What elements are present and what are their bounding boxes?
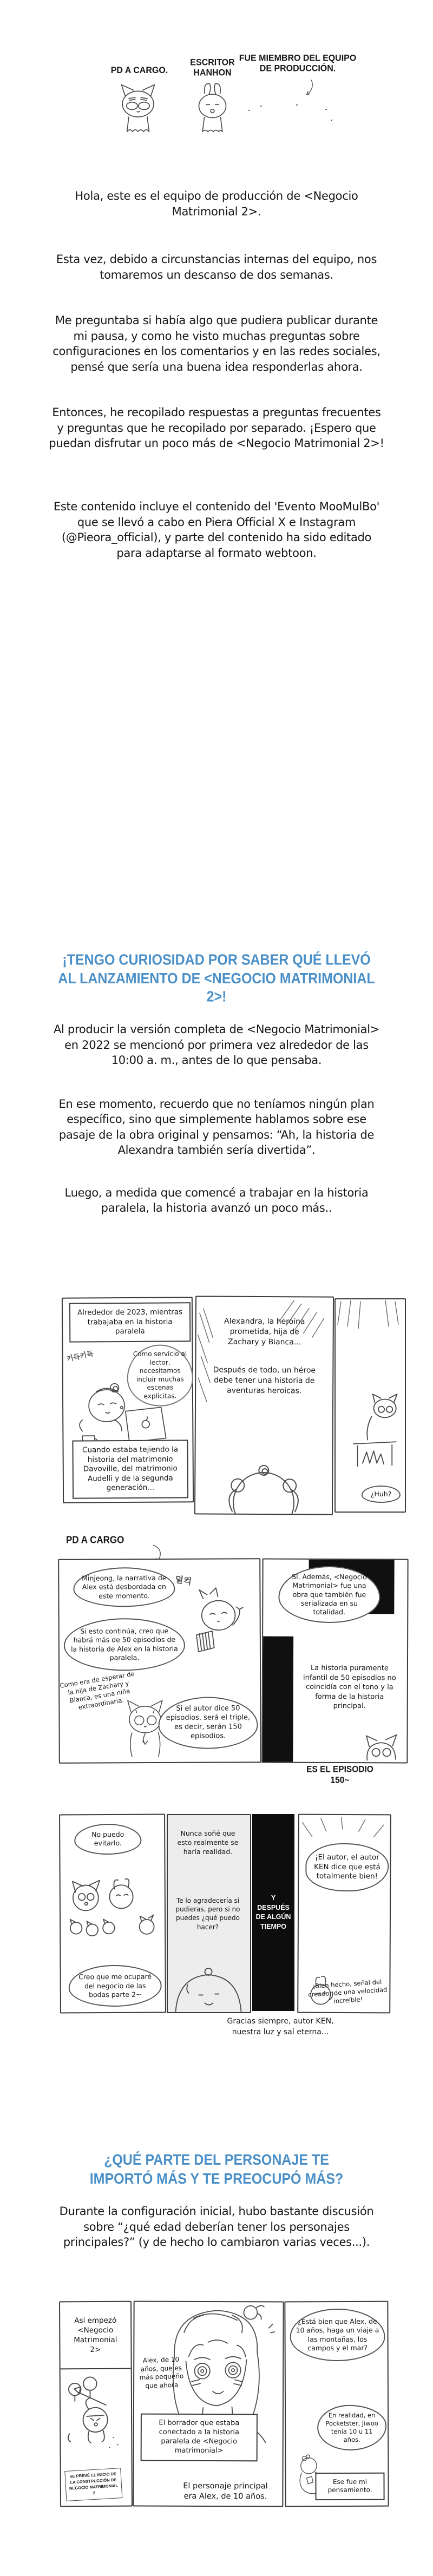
comic2-panel-right xyxy=(261,1559,408,1764)
comic4-caption: Así empezó <Negocio Matrimonial 2> xyxy=(74,2316,117,2355)
intro-paragraph-3: Me preguntaba si había algo que pudiera publicar durante mi pausa, y como he visto muchas preguntas sobre configuraciones en los comentarios y en las redes sociales, pensé que sería una buena idea responderlas ahora. xyxy=(53,314,380,373)
intro-paragraph-1: Hola, este es el equipo de producción de <Negocio Matrimonial 2>. xyxy=(75,189,358,218)
comic3-bubble-1: No puedo evitarlo. xyxy=(74,1824,141,1855)
rabbit-icon xyxy=(187,81,238,135)
comic1-panel-2 xyxy=(194,1296,334,1515)
pixelated-person-icon xyxy=(245,104,336,143)
comic2-bubble-2: Si esto continúa, creo que habrá más de 50 episodios de la historia de Alex en la historia paralela. xyxy=(64,1618,185,1671)
huh-bubble: ¿Huh? xyxy=(362,1486,401,1503)
intro-paragraph-2: Esta vez, debido a circunstancias internas del equipo, nos tomaremos un descanso de dos semanas. xyxy=(56,253,377,281)
main-character-text: El personaje principal era Alex, de 10 años. xyxy=(183,2481,268,2501)
comic1-narration-2: Después de todo, un héroe debe tener una historia de aventuras heroicas. xyxy=(213,1365,316,1396)
comic4-bubble-1: ¿Está bien que Alex, de 10 años, haga un viaje a las montañas, los campos y el mar? xyxy=(290,2309,385,2362)
comic2-bubble-4: Sí. Además, <Negocio Matrimonial> fue una obra que también fue serializada en su totalidad. xyxy=(278,1566,380,1624)
comic1-speech-bubble: Como servicio al lector, necesitamos incluir muchas escenas explícitas. xyxy=(127,1344,193,1406)
question-2-heading-text: ¿QUÉ PARTE DEL PERSONAJE TE IMPORTÓ MÁS Y TE PREOCUPÓ MÁS? xyxy=(89,2151,344,2187)
comic1-caption-top: Alrededor de 2023, mientras trabajaba en la historia paralela xyxy=(69,1302,191,1342)
intro-paragraph-5: Este contenido incluye el contenido del 'Evento MooMulBo' que se llevó a cabo en Piera Official X e Instagram (@Pieora_official), y parte del contenido ha sido editado para adaptarse al formato webtoon. xyxy=(53,500,380,560)
comic2-bubble-1: Minjeong, la narrativa de Alex está desbordada en este momento. xyxy=(73,1567,175,1607)
member-label-former: FUE MIEMBRO DEL EQUIPO DE PRODUCCIÓN. xyxy=(239,54,357,74)
comic3-bubble-2: Creo que me ocuparé del negocio de las bodas parte 2~ xyxy=(68,1965,161,2007)
comic3-bubble-4: ¡El autor, el autor KEN dice que está totalmente bien! xyxy=(305,1843,389,1891)
member-label-writer: ESCRITOR HANHON xyxy=(190,58,235,78)
arrow-down-icon xyxy=(301,78,315,98)
comic4-thought-bubble: En realidad, en Pocketster, Jiwoo tenía 10 u 11 años. xyxy=(317,2405,386,2450)
q1-paragraph-2: En ese momento, recuerdo que no teníamos ningún plan específico, sino que simplemente hablamos sobre ese pasaje de la obra original y pensamos: “Ah, la historia de Alexandra también sería divertida”. xyxy=(58,1097,375,1157)
comic3-panel-2 xyxy=(167,1814,251,2013)
comic3-narration-2: Te lo agradecería si pudieras, pero si no puedes ¿qué puedo hacer? xyxy=(175,1897,240,1931)
digging-character-icon xyxy=(62,2371,129,2459)
comic4-panel-2 xyxy=(133,2301,284,2507)
comic3-time-skip-bar xyxy=(252,1814,294,2011)
startle-sfx: 덜컥 xyxy=(174,1574,193,1587)
peeking-cat-icon xyxy=(360,1732,404,1761)
comic2-narration: La historia puramente infantil de 50 episodios no coincidía con el tono y la forma de la historia principal. xyxy=(303,1664,396,1711)
comic4-thought-box: Ese fue mi pensamiento. xyxy=(315,2473,384,2501)
cat-with-glasses-icon xyxy=(111,80,165,135)
alex-age-label: Alex, de 10 años, que es más pequeño que ahora xyxy=(139,2355,184,2390)
comic2-bubble-3: Si el autor dice 50 episodios, será el triple, es decir, serán 150 episodios. xyxy=(158,1697,258,1749)
comic1-narration-1: Alexandra, la heroína prometida, hija de Zachary y Bianca... xyxy=(224,1317,305,1347)
comic3-panel-4 xyxy=(297,1814,391,2014)
construction-sign: SE PREVÉ EL INICIO DE LA CONSTRUCCIÓN DE NEGOCIO MATRIMONIAL 2 xyxy=(64,2468,122,2501)
comic-row-4 xyxy=(0,2301,433,2507)
comic-row-1 xyxy=(0,1296,433,1518)
question-2-heading xyxy=(0,2151,433,2187)
comic4-panel-1 xyxy=(59,2301,133,2507)
question-2-answer xyxy=(0,2204,433,2250)
member-label-pd: PD A CARGO. xyxy=(110,65,168,76)
comic3-side-note: ¡Bien hecho, señal del creador de una velocidad increíble! xyxy=(307,1978,388,2005)
comic2-panel-left xyxy=(58,1558,261,1764)
child-arms-up-icon xyxy=(208,1450,319,1515)
girl-reading-icon xyxy=(181,1584,255,1671)
black-hair-silhouette-2 xyxy=(263,1637,293,1762)
person-at-laptop-icon xyxy=(67,1378,175,1449)
comic4-caption-box xyxy=(60,2302,131,2370)
question-1-answer xyxy=(0,1022,433,1216)
comic1-panel-3 xyxy=(334,1298,406,1513)
intro-paragraphs xyxy=(0,188,433,561)
episode-150-caption: ES EL EPISODIO 150~ xyxy=(306,1764,373,1785)
comic4-panel-3 xyxy=(284,2301,389,2507)
comic3-panel-1 xyxy=(59,1813,166,2013)
cat-family-icon xyxy=(64,1874,162,1939)
draft-caption-box: El borrador que estaba conectado a la historia paralela de <Negocio matrimonial> xyxy=(141,2414,258,2461)
pd-section-label: PD A CARGO xyxy=(66,1534,124,1546)
comic-row-2 xyxy=(0,1559,433,1764)
curtain-lines-icon xyxy=(336,1299,405,1337)
giggle-sfx: 키득키득 xyxy=(65,1350,95,1364)
comic3-narration-1: Nunca soñé que esto realmente se haría realidad. xyxy=(177,1829,239,1856)
question-1-heading xyxy=(0,951,433,1006)
comic-row-3 xyxy=(0,1814,433,2015)
round-head-icon xyxy=(170,1953,247,2013)
comic1-caption-bottom: Cuando estaba tejiendo la historia del matrimonio Davoville, del matrimonio Audelli y de la segunda generación... xyxy=(72,1440,188,1499)
question-1-heading-text: ¡TENGO CURIOSIDAD POR SABER QUÉ LLEVÓ AL LANZAMIENTO DE <NEGOCIO MATRIMONIAL 2>! xyxy=(58,951,375,1006)
cat-by-fireplace-icon xyxy=(338,1387,402,1468)
intro-paragraph-4: Entonces, he recopilado respuestas a preguntas frecuentes y preguntas que he recopilado por separado. ¡Espero que puedan disfrutar un poco más de <Negocio Matrimonial 2>! xyxy=(49,406,384,450)
comic1-panel-1 xyxy=(62,1297,194,1503)
comic2-side-note: Como era de esperar de la hija de Zachary y Bianca, es una niña extraordinaria. xyxy=(59,1670,135,1712)
q1-paragraph-3: Luego, a medida que comencé a trabajar en la historia paralela, la historia avanzó un poco más.. xyxy=(64,1186,369,1215)
thanks-caption: Gracias siempre, autor KEN, nuestra luz y sal eterna... xyxy=(227,2017,334,2036)
q2-paragraph-1: Durante la configuración inicial, hubo bastante discusión sobre “¿qué edad deberían tener los personajes principales?” (y de hecho lo cambiaron varias veces...). xyxy=(59,2205,374,2249)
time-skip-text: Y DESPUÉS DE ALGÚN TIEMPO xyxy=(255,1894,291,1930)
q1-paragraph-1: Al producir la versión completa de <Negocio Matrimonial> en 2022 se mencionó por primera vez alrededor de las 10:00 a. m., antes de lo que pensaba. xyxy=(53,1023,380,1067)
